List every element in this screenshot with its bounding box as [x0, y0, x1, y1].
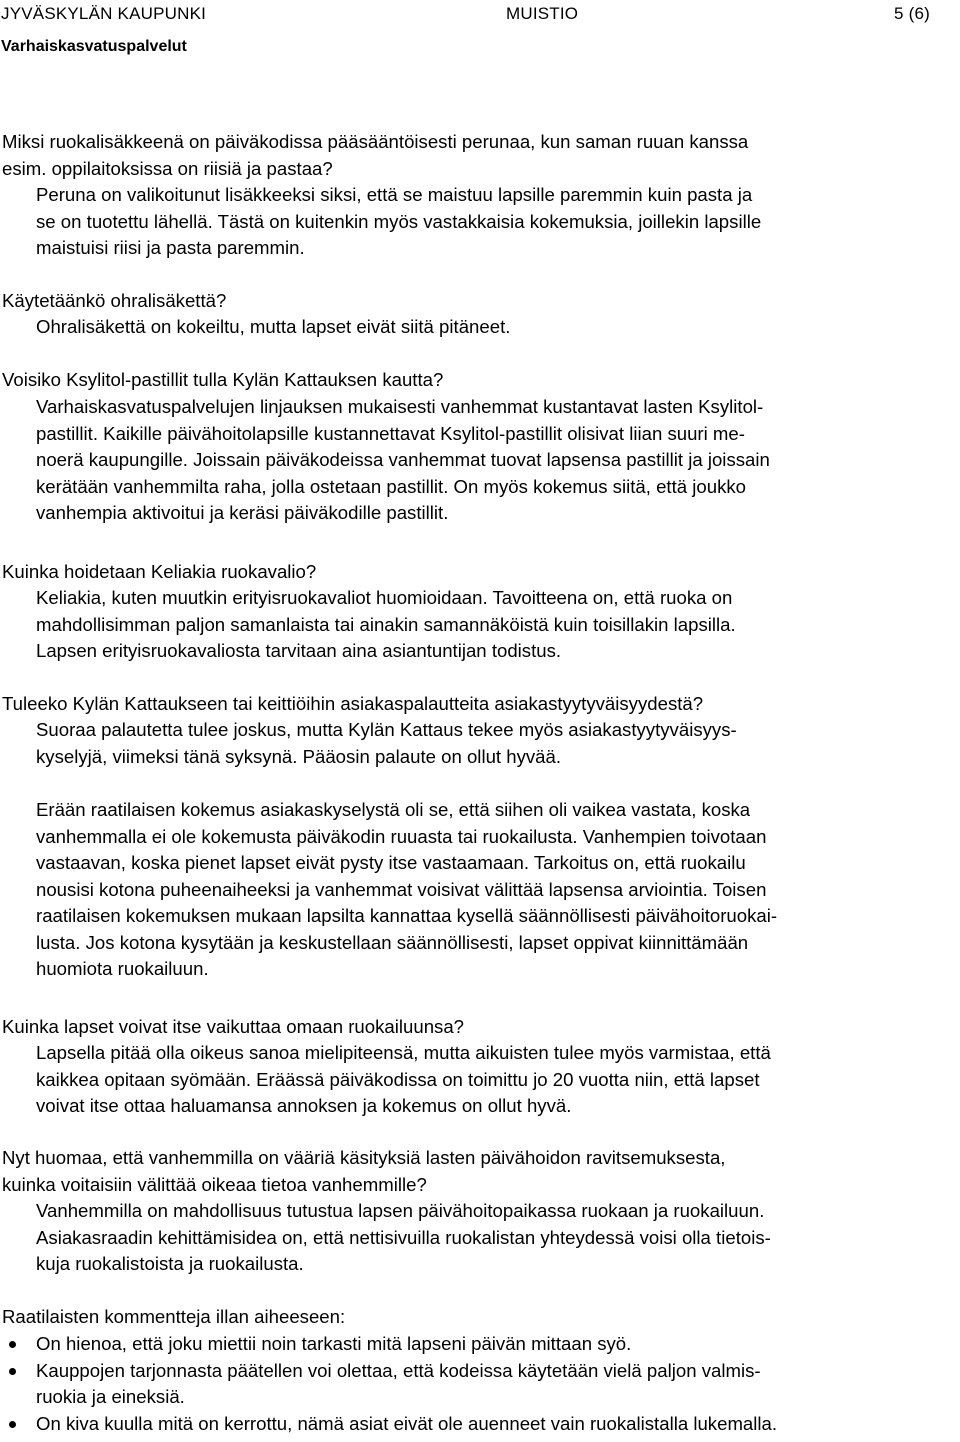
- answer-line: voivat itse ottaa haluamansa annoksen ja kokemus on ollut hyvä.: [36, 1095, 572, 1116]
- answer-line: mahdollisimman paljon samanlaista tai ainakin samannäköistä kuin toisillakin lapsilla.: [36, 613, 736, 635]
- answer-line: huomiota ruokailuun.: [36, 958, 209, 979]
- question-parent-info: [2, 1145, 952, 1198]
- comment-item: [0, 1331, 777, 1358]
- question-xylitol: [2, 367, 952, 394]
- comment-line: Kauppojen tarjonnasta päätellen voi olettaa, että kodeissa käytetään vielä paljon valmis-: [36, 1359, 761, 1381]
- question-barley: [2, 288, 952, 315]
- question-line: Voisiko Ksylitol-pastillit tulla Kylän Kattauksen kautta?: [2, 369, 444, 390]
- answer-line: nousisi kotona puheenaiheeksi ja vanhemmat voisivat välittää lapsensa arviointia. Toisen: [36, 878, 767, 900]
- answer-influence: [36, 1040, 954, 1120]
- answer-line: pastillit. Kaikille päivähoitolapsille kustannettavat Ksylitol-pastillit olisivat liian suuri me-: [36, 422, 745, 444]
- answer-line: Varhaiskasvatuspalvelujen linjauksen mukaisesti vanhemmat kustantavat lasten Ksylitol-: [36, 396, 764, 417]
- header-document-type: MUISTIO: [506, 4, 579, 23]
- answer-line: kaikkea opitaan syömään. Eräässä päiväkodissa on toimittu jo 20 vuotta niin, että lapset: [36, 1068, 760, 1090]
- comment-item: [0, 1358, 777, 1411]
- answer-line: Suoraa palautetta tulee joskus, mutta Kylän Kattaus tekee myös asiakastyytyväisyys-: [36, 719, 737, 740]
- answer-barley: [36, 314, 954, 341]
- answer-line: Ohralisäkettä on kokeiltu, mutta lapset eivät siitä pitäneet.: [36, 316, 511, 337]
- answer-line: kyselyjä, viimeksi tänä syksynä. Pääosin palaute on ollut hyvää.: [36, 745, 562, 767]
- question-potato: [2, 129, 952, 182]
- comments-heading: Raatilaisten kommentteja illan aiheeseen:: [2, 1306, 346, 1327]
- question-influence: [2, 1014, 952, 1041]
- answer-line: Vanhemmilla on mahdollisuus tutustua lapsen päivähoitopaikassa ruokaan ja ruokailuun.: [36, 1200, 765, 1221]
- header-unit: Varhaiskasvatuspalvelut: [1, 38, 187, 55]
- paragraph-survey-experience: [36, 797, 958, 983]
- comments-list: [0, 1331, 777, 1437]
- answer-feedback: [36, 717, 954, 770]
- answer-celiac: [36, 585, 954, 665]
- answer-line: Erään raatilaisen kokemus asiakaskyselystä oli se, että siihen oli vaikea vastata, koska: [36, 799, 751, 820]
- answer-line: raatilaisen kokemuksen mukaan lapsilta kannattaa kysellä säännöllisesti päivähoitoruokai-: [36, 905, 778, 926]
- answer-line: maistuisi riisi ja pasta paremmin.: [36, 237, 305, 258]
- question-line: Kuinka hoidetaan Keliakia ruokavalio?: [2, 561, 317, 582]
- question-line: kuinka voitaisiin välittää oikeaa tietoa vanhemmille?: [2, 1173, 427, 1195]
- question-celiac: [2, 559, 952, 586]
- header-organization: JYVÄSKYLÄN KAUPUNKI: [1, 4, 207, 23]
- answer-line: vanhemmalla ei ole kokemusta päiväkodin ruuasta tai ruokailusta. Vanhempien toivotaan: [36, 825, 767, 847]
- answer-line: noerä kaupungille. Joissain päiväkodeissa vanhemmat tuovat lapsensa pastillit ja joissain: [36, 449, 770, 470]
- answer-xylitol: [36, 394, 954, 527]
- comment-line: On kiva kuulla mitä on kerrottu, nämä asiat eivät ole auenneet vain ruokalistalla lukemalla.: [36, 1412, 778, 1434]
- question-line: esim. oppilaitoksissa on riisiä ja pastaa?: [2, 157, 333, 179]
- question-line: Käytetäänkö ohralisäkettä?: [2, 290, 227, 311]
- answer-line: vanhempia aktivoitui ja keräsi päiväkodille pastillit.: [36, 502, 449, 523]
- question-feedback: [2, 691, 952, 718]
- question-line: Kuinka lapset voivat itse vaikuttaa omaan ruokailuunsa?: [2, 1016, 465, 1037]
- answer-line: Lapsella pitää olla oikeus sanoa mielipiteensä, mutta aikuisten tulee myös varmistaa, että: [36, 1042, 771, 1063]
- question-line: Tuleeko Kylän Kattaukseen tai keittiöihin asiakaspalautteita asiakastyytyväisyydestä?: [2, 693, 704, 714]
- answer-potato: [36, 182, 954, 262]
- answer-line: kerätään vanhemmilta raha, jolla ostetaan pastillit. On myös kokemus siitä, että joukko: [36, 475, 747, 497]
- answer-line: se on tuotettu lähellä. Tästä on kuitenkin myös vastakkaisia kokemuksia, joillekin lapsille: [36, 210, 762, 232]
- header-page-number: 5 (6): [894, 4, 930, 23]
- question-line: Nyt huomaa, että vanhemmilla on vääriä käsityksiä lasten päivähoidon ravitsemuksesta,: [2, 1147, 726, 1168]
- answer-line: Peruna on valikoitunut lisäkkeeksi siksi, että se maistuu lapsille paremmin kuin pasta ja: [36, 184, 753, 205]
- answer-line: Keliakia, kuten muutkin erityisruokavaliot huomioidaan. Tavoitteena on, että ruoka on: [36, 587, 733, 608]
- comment-item: [0, 1411, 777, 1438]
- comment-line: ruokia ja eineksiä.: [36, 1386, 185, 1407]
- answer-line: vastaavan, koska pienet lapset eivät pysty itse vastaamaan. Tarkoitus on, että ruokailu: [36, 852, 746, 873]
- answer-line: Asiakasraadin kehittämisidea on, että nettisivuilla ruokalistan yhteydessä voisi olla tietois-: [36, 1226, 771, 1248]
- answer-line: lusta. Jos kotona kysytään ja keskustellaan säännöllisesti, lapset oppivat kiinnittämään: [36, 931, 749, 953]
- answer-line: kuja ruokalistoista ja ruokailusta.: [36, 1253, 304, 1274]
- question-line: Miksi ruokalisäkkeenä on päiväkodissa pääsääntöisesti perunaa, kun saman ruuan kanssa: [2, 131, 749, 152]
- comment-line: On hienoa, että joku miettii noin tarkasti mitä lapseni päivän mittaan syö.: [36, 1333, 632, 1354]
- answer-parent-info: [36, 1198, 954, 1278]
- answer-line: Lapsen erityisruokavaliosta tarvitaan aina asiantuntijan todistus.: [36, 640, 562, 661]
